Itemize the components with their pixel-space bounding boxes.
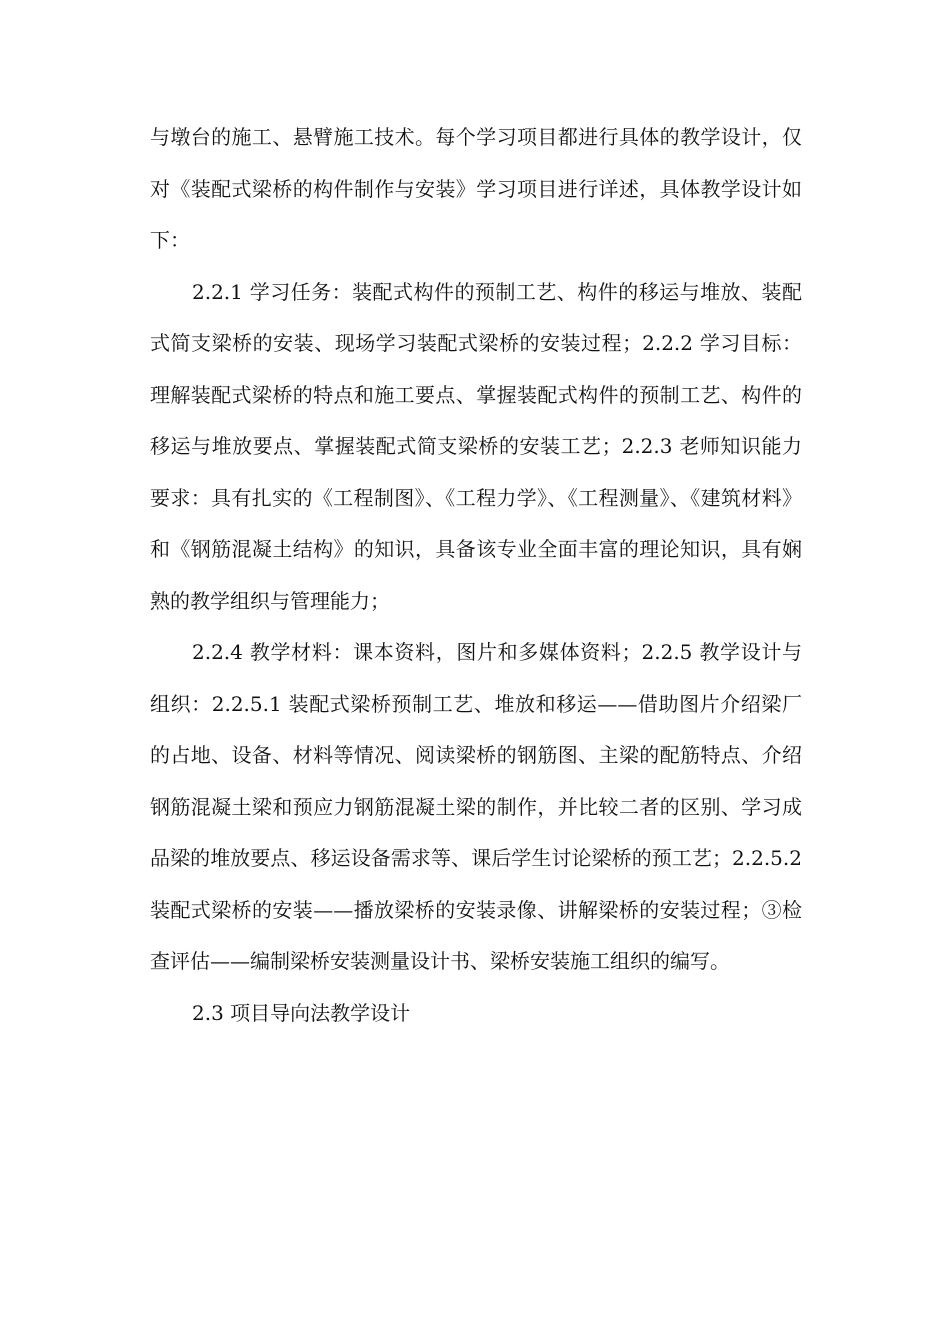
section-heading: 2.3 项目导向法教学设计: [192, 1000, 411, 1025]
document-body: [150, 112, 809, 1039]
paragraph-teaching-materials: 2.2.4 教学材料：课本资料，图片和多媒体资料；2.2.5 教学设计与组织：2.2.5.1 装配式梁桥预制工艺、堆放和移运——借助图片介绍梁厂的占地、设备、材料等情况、阅读梁桥的钢筋图、主梁的配筋特点、介绍钢筋混凝土梁和预应力钢筋混凝土梁的制作，并比较二者的区别、学习成品梁的堆放要点、移运设备需求等、课后学生讨论梁桥的预工艺；2.2.5.2 装配式梁桥的安装——播放梁桥的安装录像、讲解梁桥的安装过程；③检查评估——编制梁桥安装测量设计书、梁桥安装施工组织的编写。: [150, 640, 809, 973]
paragraph-learning-tasks: 2.2.1 学习任务：装配式构件的预制工艺、构件的移运与堆放、装配式简支梁桥的安装、现场学习装配式梁桥的安装过程；2.2.2 学习目标：理解装配式梁桥的特点和施工要点、掌握装配式构件的预制工艺、构件的移运与堆放要点、掌握装配式简支梁桥的安装工艺；2.2.3 老师知识能力要求：具有扎实的《工程制图》、《工程力学》、《工程测量》、《建筑材料》和《钢筋混凝土结构》的知识，具备该专业全面丰富的理论知识，具有娴熟的教学组织与管理能力；: [150, 279, 802, 613]
paragraph-intro: 与墩台的施工、悬臂施工技术。每个学习项目都进行具体的教学设计，仅对《装配式梁桥的构件制作与安装》学习项目进行详述，具体教学设计如下：: [150, 125, 802, 252]
